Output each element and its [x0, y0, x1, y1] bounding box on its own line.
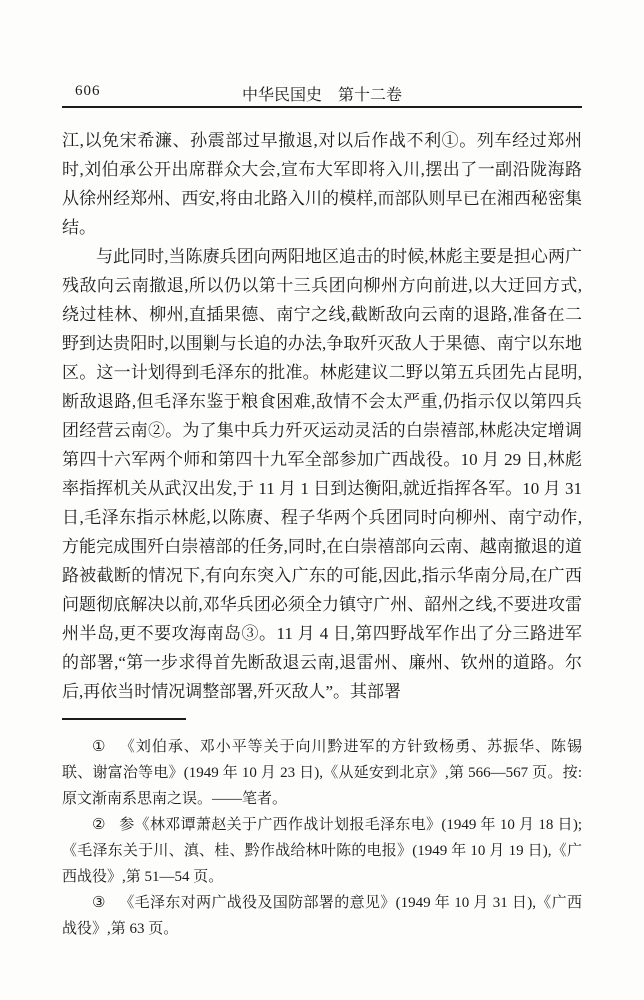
footnote-3-text: 《毛泽东对两广战役及国防部署的意见》(1949 年 10 月 31 日),《广西战役》,第 63 页。 [62, 895, 583, 937]
footnote-1 [62, 734, 582, 812]
footnote-3-marker: ③ [92, 895, 106, 911]
footnote-separator [62, 718, 186, 720]
footnote-2 [62, 812, 582, 890]
footnote-2-text: 参《林邓谭萧赵关于广西作战计划报毛泽东电》(1949 年 10 月 18 日);《毛泽东关于川、滇、桂、黔作战给林叶陈的电报》(1949 年 10 月 19 日),《广西战役》,第 51—54 页。 [62, 817, 582, 885]
paragraph-continuation: 江,以免宋希濂、孙震部过早撤退,对以后作战不利①。列车经过郑州时,刘伯承公开出席群众大会,宣布大军即将入川,摆出了一副沿陇海路从徐州经郑州、西安,将由北路入川的模样,而部队则早已在湘西秘密集结。 [62, 131, 582, 237]
paragraph: 与此同时,当陈赓兵团向两阳地区追击的时候,林彪主要是担心两广残敌向云南撤退,所以仍以第十三兵团向柳州方向前进,以大迂回方式,绕过桂林、柳州,直插果德、南宁之线,截断敌向云南的退路,准备在二野到达贵阳时,以围剿与长追的办法,争取歼灭敌人于果德、南宁以东地区。这一计划得到毛泽东的批准。林彪建议二野以第五兵团先占昆明,断敌退路,但毛泽东鉴于粮食困难,敌情不会太严重,仍指示仅以第四兵团经营云南②。为了集中兵力歼灭运动灵活的白崇禧部,林彪决定增调第四十六军两个师和第四十九军全部参加广西战役。10 月 29 日,林彪率指挥机关从武汉出发,于 11 月 1 日到达衡阳,就近指挥各军。10 月 31 日,毛泽东指示林彪,以陈赓、程子华两个兵团同时向柳州、南宁动作,方能完成围歼白崇禧部的任务,同时,在白崇禧部向云南、越南撤退的道路被截断的情况下,有向东突入广东的可能,因此,指示华南分局,在广西问题彻底解决以前,邓华兵团必须全力镇守广州、韶州之线,不要进攻雷州半岛,更不要攻海南岛③。11 月 4 日,第四野战军作出了分三路进军的部署,“第一步求得首先断敌退云南,退雷州、廉州、钦州的道路。尔后,再依当时情况调整部署,歼灭敌人”。其部署 [62, 247, 582, 701]
running-title: 中华民国史 第十二卷 [241, 87, 403, 104]
page-content [62, 0, 582, 942]
footnotes-section [62, 734, 582, 942]
body-text [62, 126, 582, 706]
footnote-1-marker: ① [92, 739, 107, 755]
footnote-1-text: 《刘伯承、邓小平等关于向川黔进军的方针致杨勇、苏振华、陈锡联、谢富治等电》(1949 年 10 月 23 日),《从延安到北京》,第 566—567 页。按:原文渐南系思南之误。——笔者。 [62, 739, 582, 807]
running-header [62, 80, 582, 108]
page-number: 606 [75, 83, 101, 99]
footnote-3 [62, 890, 582, 942]
footnote-2-marker: ② [92, 817, 106, 833]
